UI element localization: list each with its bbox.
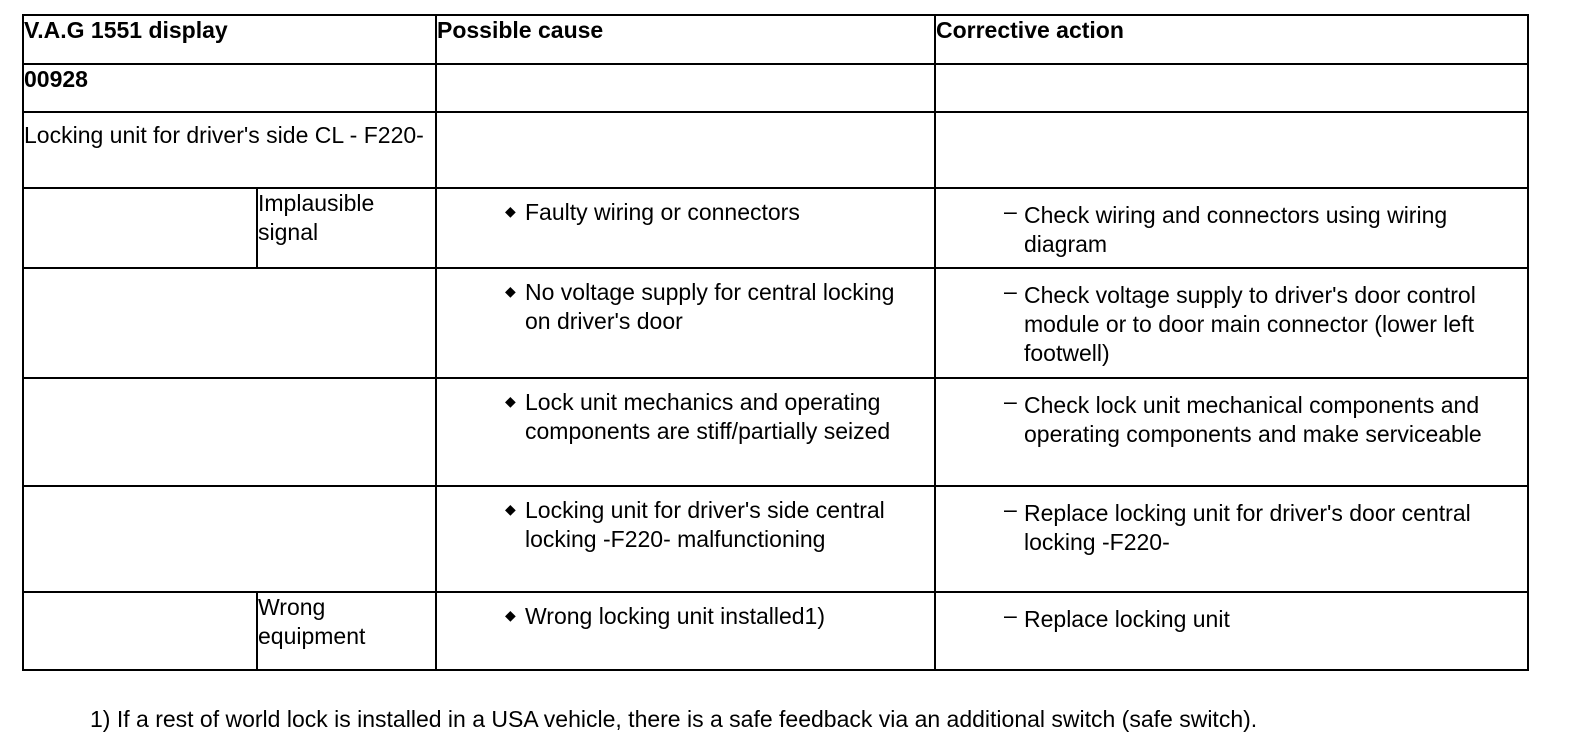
- cause-text: Faulty wiring or connectors: [525, 199, 800, 225]
- action-text: Check lock unit mechanical components and operating components and make serviceable: [1024, 392, 1482, 447]
- action-text: Replace locking unit for driver's door central locking -F220-: [1024, 500, 1471, 555]
- table-row: [23, 486, 1528, 592]
- symptom-cell: [23, 486, 436, 592]
- header-action: Corrective action: [935, 15, 1528, 64]
- symptom-cell: Implausible signal: [257, 188, 436, 268]
- action-text: Check voltage supply to driver's door control module or to door main connector (lower left footwell): [1024, 282, 1476, 366]
- component-row: [23, 112, 1528, 188]
- symptom-cell: [23, 378, 436, 486]
- fault-code-row: [23, 64, 1528, 112]
- bullet-icon: ◆: [505, 501, 516, 517]
- dash-icon: –: [1004, 198, 1017, 224]
- action-text: Replace locking unit: [1024, 606, 1230, 632]
- fault-table: [22, 14, 1529, 671]
- table-row: [23, 378, 1528, 486]
- dash-icon: –: [1004, 602, 1017, 628]
- header-row: [23, 15, 1528, 64]
- cause-text: Locking unit for driver's side central locking -F220- malfunctioning: [525, 497, 885, 552]
- table-row: [23, 268, 1528, 378]
- dash-icon: –: [1004, 278, 1017, 304]
- bullet-icon: ◆: [505, 607, 516, 623]
- cause-text: Wrong locking unit installed1): [525, 603, 826, 629]
- dash-icon: –: [1004, 496, 1017, 522]
- cause-text: Lock unit mechanics and operating components are stiff/partially seized: [525, 389, 891, 444]
- table-row: [23, 592, 1528, 670]
- symptom-cell: Wrong equipment: [257, 592, 436, 670]
- dash-icon: –: [1004, 388, 1017, 414]
- table-row: [23, 188, 1528, 268]
- fault-code: 00928: [23, 64, 436, 112]
- cause-text: No voltage supply for central locking on driver's door: [525, 279, 895, 334]
- symptom-cell: [23, 268, 436, 378]
- bullet-icon: ◆: [505, 283, 516, 299]
- header-display: V.A.G 1551 display: [23, 15, 436, 64]
- bullet-icon: ◆: [505, 203, 516, 219]
- component-name: Locking unit for driver's side CL - F220-: [23, 112, 436, 188]
- footnote: 1) If a rest of world lock is installed in a USA vehicle, there is a safe feedback via an additional switch (safe switch).: [90, 706, 1258, 732]
- bullet-icon: ◆: [505, 393, 516, 409]
- action-text: Check wiring and connectors using wiring diagram: [1024, 202, 1448, 257]
- header-cause: Possible cause: [436, 15, 935, 64]
